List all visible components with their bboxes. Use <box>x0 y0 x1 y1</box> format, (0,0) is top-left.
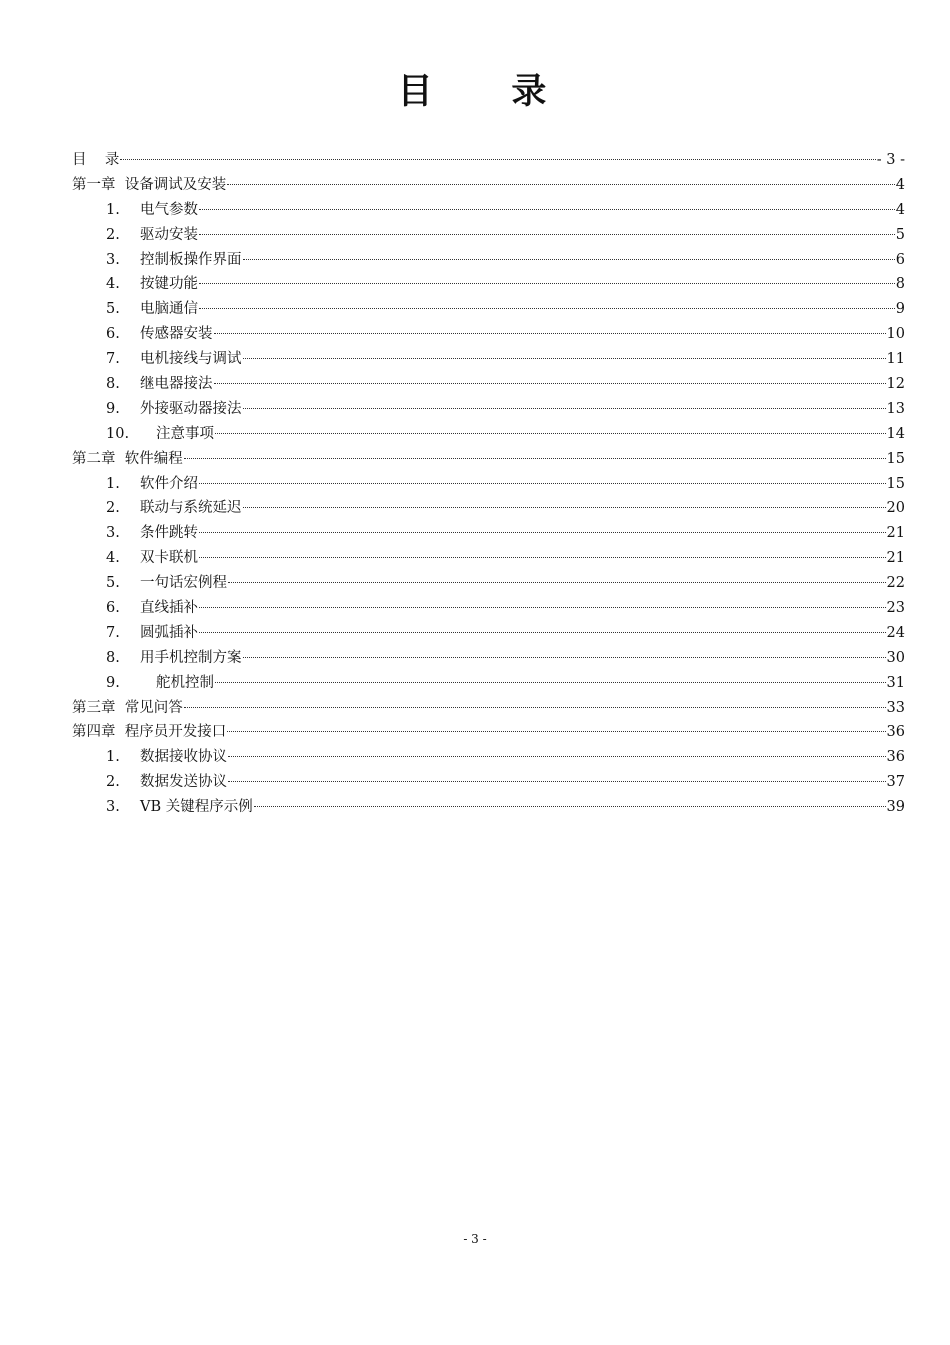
toc-entry-label: 电气参数 <box>140 201 198 218</box>
toc-page-number: 36 <box>886 749 905 766</box>
toc-entry-number: 5. <box>106 575 120 592</box>
dot-leader <box>215 682 886 683</box>
page-title: 目 录 <box>397 72 553 112</box>
toc-page-number: 15 <box>886 475 905 492</box>
toc-entry-label: 一句话宏例程 <box>140 575 227 592</box>
toc-entry-2-5[interactable] <box>72 571 905 596</box>
toc-entry-chapter-2[interactable] <box>72 447 905 472</box>
dot-leader <box>214 333 886 334</box>
toc-entry-label: 条件跳转 <box>140 525 198 542</box>
dot-leader <box>243 408 886 409</box>
toc-entry-2-4[interactable] <box>72 546 905 571</box>
toc-entry-label: 数据发送协议 <box>140 774 227 791</box>
toc-page-number: 11 <box>886 351 905 368</box>
toc-page-number: 23 <box>886 600 905 617</box>
table-of-contents <box>72 148 905 820</box>
toc-entry-label: 第四章 程序员开发接口 <box>72 724 227 741</box>
toc-entry-label: 软件介绍 <box>140 475 198 492</box>
toc-entry-chapter-4[interactable] <box>72 720 905 745</box>
dot-leader <box>227 184 895 185</box>
dot-leader <box>199 308 895 309</box>
toc-entry-4-2[interactable] <box>72 770 905 795</box>
toc-entry-number: 1. <box>106 749 120 766</box>
toc-entry-2-8[interactable] <box>72 646 905 671</box>
dot-leader <box>243 358 886 359</box>
toc-entry-label: 外接驱动器接法 <box>140 400 242 417</box>
toc-page-number: 30 <box>886 649 905 666</box>
toc-entry-label: 继电器接法 <box>140 376 213 393</box>
dot-leader <box>199 532 886 533</box>
dot-leader <box>199 632 886 633</box>
toc-page-number: 4 <box>895 201 905 218</box>
toc-entry-number: 7. <box>106 351 120 368</box>
dot-leader <box>243 259 895 260</box>
toc-entry-2-7[interactable] <box>72 621 905 646</box>
toc-entry-label: 电机接线与调试 <box>140 351 242 368</box>
toc-entry-number: 2. <box>106 774 120 791</box>
toc-entry-1-3[interactable] <box>72 248 905 273</box>
toc-entry-label: 第二章 软件编程 <box>72 450 183 467</box>
dot-leader <box>227 731 885 732</box>
dot-leader <box>243 657 886 658</box>
toc-entry-number: 7. <box>106 624 120 641</box>
toc-entry-1-2[interactable] <box>72 223 905 248</box>
dot-leader <box>184 707 886 708</box>
toc-entry-label: 驱动安装 <box>140 226 198 243</box>
dot-leader <box>199 483 886 484</box>
toc-entry-1-6[interactable] <box>72 322 905 347</box>
dot-leader <box>184 458 886 459</box>
toc-entry-number: 1. <box>106 201 120 218</box>
dot-leader <box>254 806 886 807</box>
toc-entry-1-8[interactable] <box>72 372 905 397</box>
toc-page-number: 21 <box>886 525 905 542</box>
toc-entry-1-7[interactable] <box>72 347 905 372</box>
toc-page-number: 10 <box>886 326 905 343</box>
toc-entry-label: VB 关键程序示例 <box>140 799 253 816</box>
toc-page-number: 20 <box>886 500 905 517</box>
toc-entry-number: 3. <box>106 799 120 816</box>
toc-entry-number: 8. <box>106 649 120 666</box>
toc-entry-label: 数据接收协议 <box>140 749 227 766</box>
toc-entry-label: 电脑通信 <box>140 301 198 318</box>
toc-entry-label: 用手机控制方案 <box>140 649 242 666</box>
toc-page-number: 33 <box>886 699 905 716</box>
toc-page-number: 22 <box>886 575 905 592</box>
toc-entry-label: 舵机控制 <box>156 674 214 691</box>
toc-entry-number: 4. <box>106 550 120 567</box>
toc-entry-chapter-1[interactable] <box>72 173 905 198</box>
toc-entry-chapter-3[interactable] <box>72 696 905 721</box>
toc-entry-label: 注意事项 <box>156 425 214 442</box>
toc-entry-1-10[interactable] <box>72 422 905 447</box>
toc-entry-number: 5. <box>106 301 120 318</box>
toc-entry-label: 第三章 常见问答 <box>72 699 183 716</box>
toc-entry-1-5[interactable] <box>72 297 905 322</box>
toc-page-number: 5 <box>895 226 905 243</box>
dot-leader <box>199 283 895 284</box>
toc-entry-number: 2. <box>106 500 120 517</box>
toc-page-number: 4 <box>895 176 905 193</box>
toc-entry-label: 控制板操作界面 <box>140 251 242 268</box>
dot-leader <box>214 383 886 384</box>
page-footer-number: - 3 - <box>463 1232 487 1246</box>
toc-entry-4-1[interactable] <box>72 745 905 770</box>
toc-entry-label: 直线插补 <box>140 600 198 617</box>
toc-page-number: 9 <box>895 301 905 318</box>
toc-entry-number: 3. <box>106 251 120 268</box>
toc-entry-contents[interactable] <box>72 148 905 173</box>
toc-entry-number: 6. <box>106 326 120 343</box>
dot-leader <box>228 756 886 757</box>
dot-leader <box>243 507 886 508</box>
toc-entry-label: 联动与系统延迟 <box>140 500 242 517</box>
dot-leader <box>199 607 886 608</box>
toc-page-number: 14 <box>886 425 905 442</box>
toc-page-number: 31 <box>886 674 905 691</box>
toc-page-number: 6 <box>895 251 905 268</box>
dot-leader <box>120 159 875 160</box>
toc-page-number: 37 <box>886 774 905 791</box>
toc-entry-number: 9. <box>106 674 120 691</box>
toc-entry-label: 双卡联机 <box>140 550 198 567</box>
toc-entry-label: 按键功能 <box>140 276 198 293</box>
toc-page-number: 15 <box>886 450 905 467</box>
toc-entry-2-3[interactable] <box>72 521 905 546</box>
dot-leader <box>199 557 886 558</box>
toc-entry-2-6[interactable] <box>72 596 905 621</box>
toc-page-number: 8 <box>895 276 905 293</box>
toc-page-number: 12 <box>886 376 905 393</box>
dot-leader <box>199 234 895 235</box>
dot-leader <box>199 209 895 210</box>
toc-page-number: 36 <box>886 724 905 741</box>
toc-page-number: - 3 - <box>876 152 905 168</box>
toc-entry-number: 6. <box>106 600 120 617</box>
toc-entry-1-1[interactable] <box>72 198 905 223</box>
toc-page-number: 13 <box>886 400 905 417</box>
toc-entry-1-9[interactable] <box>72 397 905 422</box>
toc-entry-label: 圆弧插补 <box>140 624 198 641</box>
toc-entry-label: 传感器安装 <box>140 326 213 343</box>
toc-entry-1-4[interactable] <box>72 272 905 297</box>
toc-entry-number: 1. <box>106 475 120 492</box>
toc-entry-label: 第一章 设备调试及安装 <box>72 176 227 193</box>
toc-entry-number: 10. <box>106 425 130 442</box>
toc-entry-number: 9. <box>106 400 120 417</box>
toc-page-number: 24 <box>886 624 905 641</box>
toc-entry-number: 2. <box>106 226 120 243</box>
toc-entry-2-1[interactable] <box>72 472 905 497</box>
dot-leader <box>228 582 886 583</box>
toc-entry-number: 4. <box>106 276 120 293</box>
toc-entry-number: 3. <box>106 525 120 542</box>
dot-leader <box>228 781 886 782</box>
toc-entry-number: 8. <box>106 376 120 393</box>
toc-entry-4-3[interactable] <box>72 795 905 820</box>
toc-entry-label: 目 录 <box>72 152 120 168</box>
toc-page-number: 21 <box>886 550 905 567</box>
toc-entry-2-9[interactable] <box>72 671 905 696</box>
toc-entry-2-2[interactable] <box>72 496 905 521</box>
toc-page-number: 39 <box>886 799 905 816</box>
dot-leader <box>215 433 886 434</box>
